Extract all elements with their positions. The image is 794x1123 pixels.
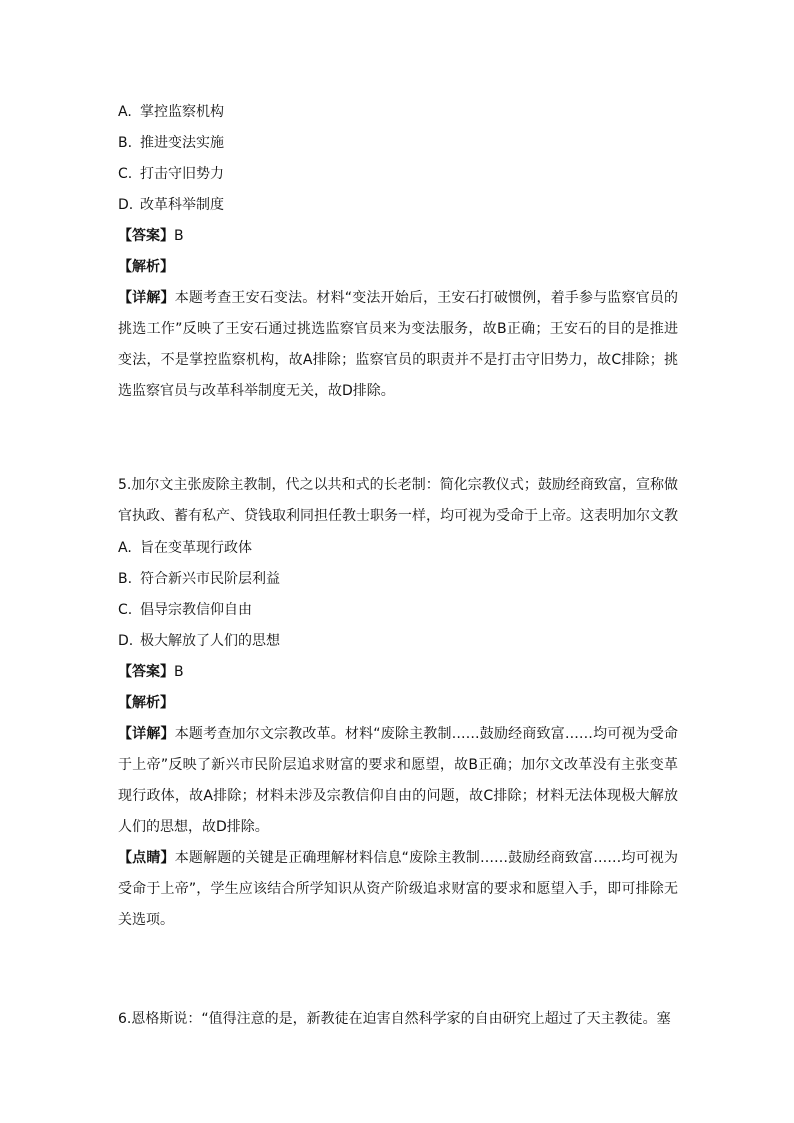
detail-tag: 【详解】	[118, 726, 175, 742]
q5-stem: 5.加尔文主张废除主教制，代之以共和式的长老制：简化宗教仪式；鼓励经商致富，宣称做官执政、蓄有私产、贷钱取利同担任教士职务一样，均可视为受命于上帝。这表明加尔文教	[118, 477, 678, 524]
option-text: 改革科举制度	[140, 197, 224, 213]
q5-option-d	[118, 631, 678, 651]
option-letter: B.	[118, 135, 133, 151]
point-tag: 【点睛】	[118, 850, 175, 866]
detail-text: 本题考查加尔文宗教改革。材料“废除主教制……鼓励经商致富……均可视为受命于上帝”反映了新兴市民阶层追求财富的要求和愿望，故B正确；加尔文改革没有主张变革现行政体，故A排除；材料未涉及宗教信仰自由的问题，故C排除；材料无法体现极大解放人们的思想，故D排除。	[118, 726, 678, 835]
q4-option-d	[118, 195, 678, 215]
answer-tag: 【答案】	[118, 664, 174, 680]
analysis-tag: 【解析】	[118, 695, 174, 711]
option-letter: D.	[118, 197, 134, 213]
answer-value: B	[174, 228, 184, 244]
q5-detail	[118, 719, 678, 843]
q5-point	[118, 843, 678, 936]
option-letter: C.	[118, 602, 133, 618]
option-letter: A.	[118, 104, 132, 120]
q5-option-a	[118, 538, 678, 558]
q5-option-b	[118, 569, 678, 589]
option-text: 符合新兴市民阶层利益	[140, 571, 280, 587]
q5-analysis-heading	[118, 693, 678, 713]
option-letter: C.	[118, 166, 133, 182]
q4-analysis-heading	[118, 257, 678, 277]
q4-option-c	[118, 164, 678, 184]
answer-tag: 【答案】	[118, 228, 174, 244]
q5-answer	[118, 662, 678, 682]
q4-option-b	[118, 133, 678, 153]
option-text: 推进变法实施	[140, 135, 224, 151]
option-letter: B.	[118, 571, 133, 587]
option-text: 打击守旧势力	[140, 166, 224, 182]
detail-tag: 【详解】	[118, 290, 175, 306]
q5-option-c	[118, 600, 678, 620]
q4-detail	[118, 283, 678, 407]
q6-stem: 6.恩格斯说：“值得注意的是，新教徒在迫害自然科学家的自由研究上超过了天主教徒。塞	[118, 1011, 671, 1027]
option-text: 极大解放了人们的思想	[140, 633, 280, 649]
point-text: 本题解题的关键是正确理解材料信息“废除主教制……鼓励经商致富……均可视为受命于上帝”，学生应该结合所学知识从资产阶级追求财富的要求和愿望入手，即可排除无关选项。	[118, 850, 678, 928]
option-text: 掌控监察机构	[140, 104, 224, 120]
analysis-tag: 【解析】	[118, 259, 174, 275]
q4-answer	[118, 226, 678, 246]
option-letter: A.	[118, 540, 132, 556]
option-text: 倡导宗教信仰自由	[140, 602, 252, 618]
q4-option-a	[118, 102, 678, 122]
option-letter: D.	[118, 633, 134, 649]
answer-value: B	[174, 664, 184, 680]
option-text: 旨在变革现行政体	[140, 540, 252, 556]
detail-text: 本题考查王安石变法。材料“变法开始后，王安石打破惯例，着手参与监察官员的挑选工作”反映了王安石通过挑选监察官员来为变法服务，故B正确；王安石的目的是推进变法，不是掌控监察机构，故A排除；监察官员的职责并不是打击守旧势力，故C排除；挑选监察官员与改革科举制度无关，故D排除。	[118, 290, 678, 399]
